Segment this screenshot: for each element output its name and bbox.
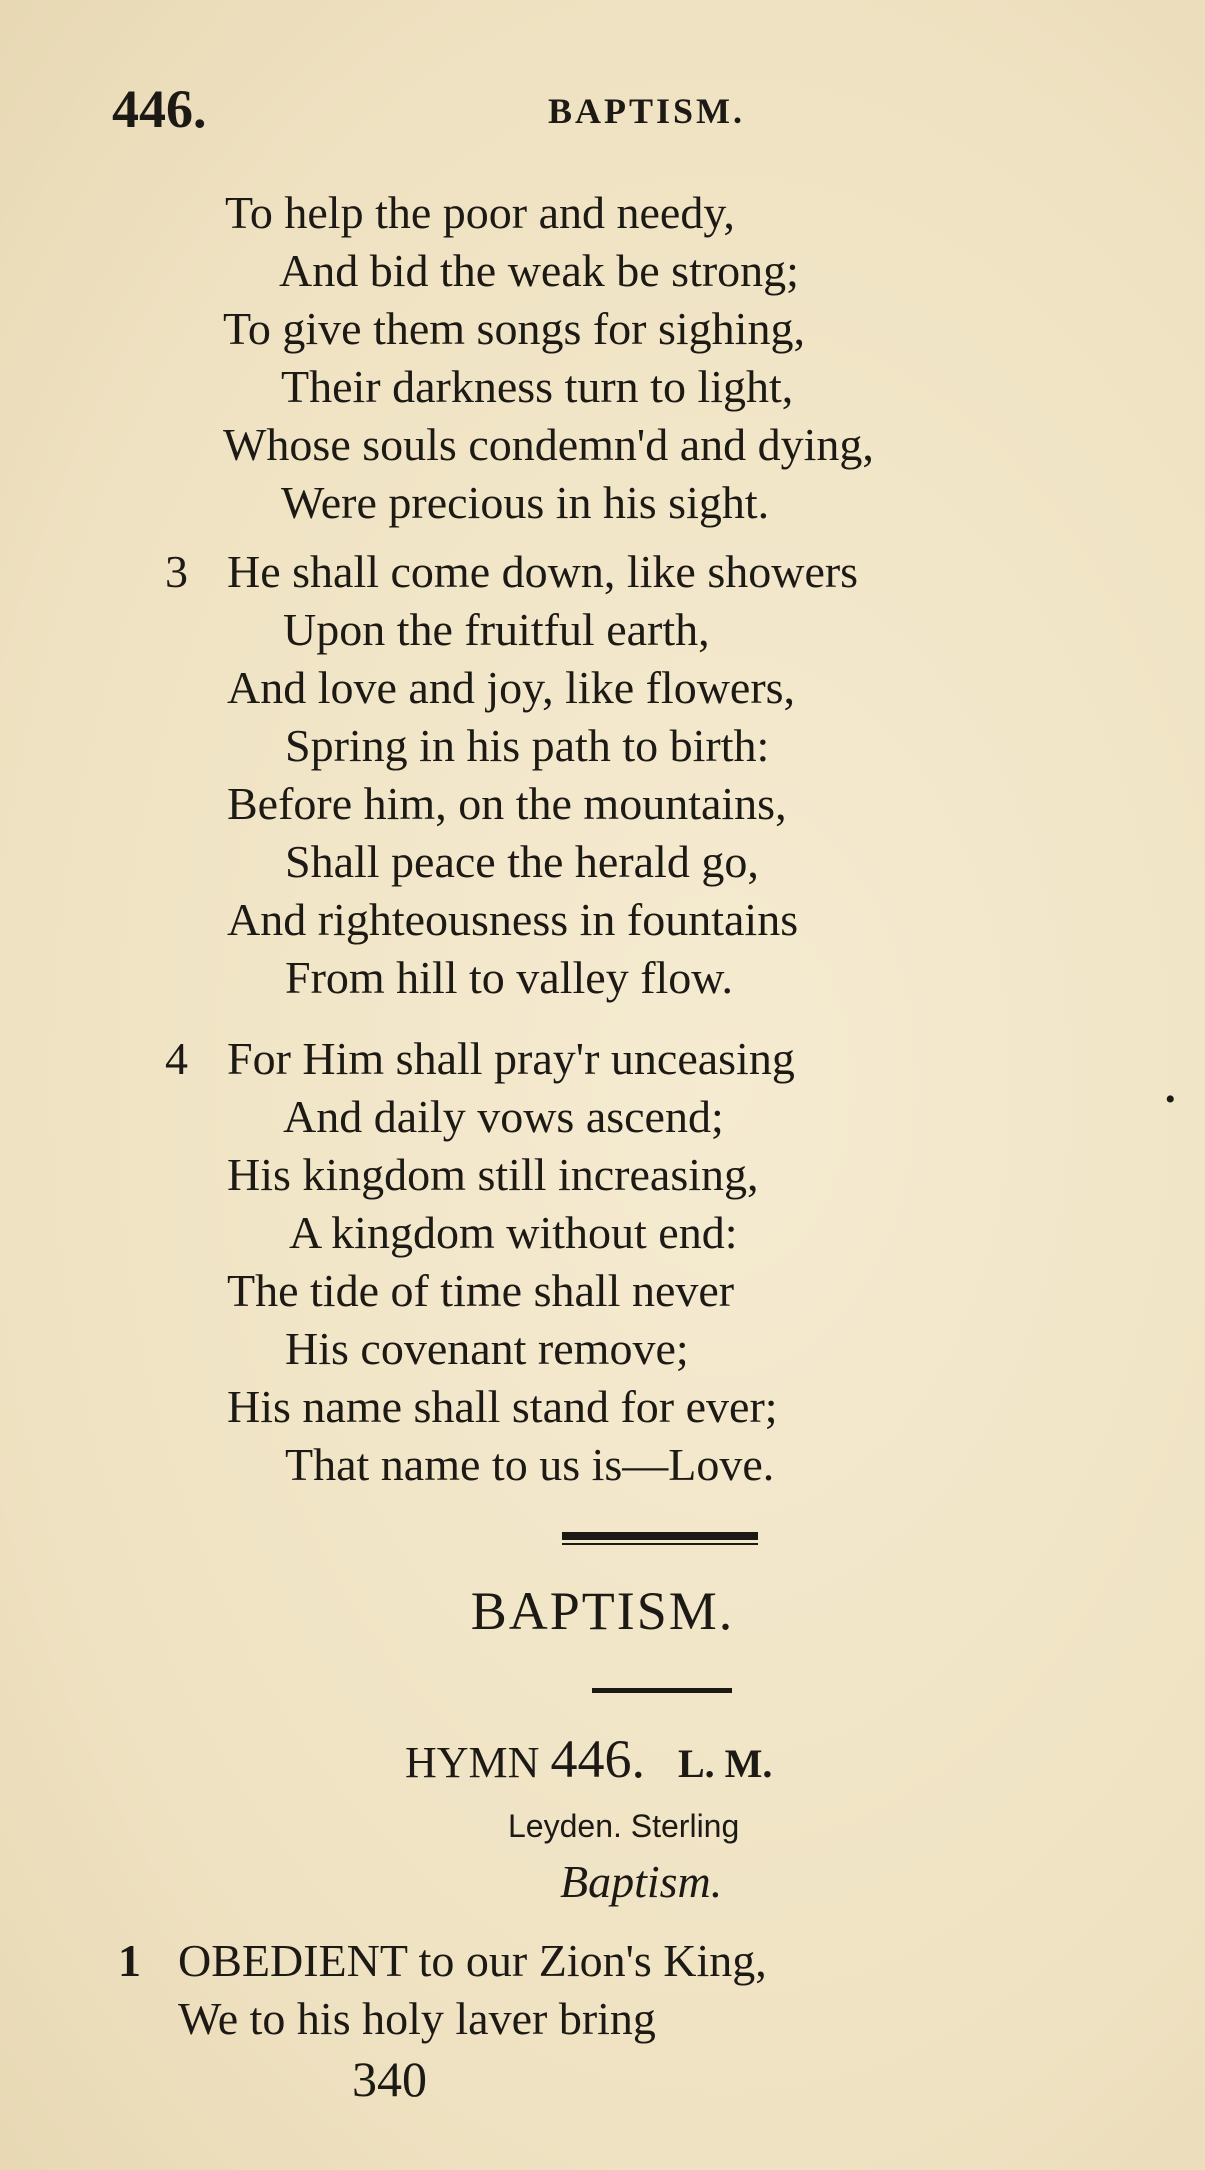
section-divider-thin — [592, 1688, 732, 1693]
verse-line: That name to us is—Love. — [285, 1439, 775, 1490]
verse-line: To help the poor and needy, — [225, 187, 735, 238]
verse-line: OBEDIENT to our Zion's King, — [178, 1935, 767, 1986]
verse-line: His covenant remove; — [285, 1323, 689, 1374]
stanza-number: 1 — [118, 1935, 141, 1986]
hymn-label: HYMN — [405, 1738, 540, 1787]
verse-line: His name shall stand for ever; — [227, 1381, 778, 1432]
verse-line: Were precious in his sight. — [281, 477, 770, 528]
verse-line: His kingdom still increasing, — [227, 1149, 759, 1200]
tune-names: Leyden. Sterling — [508, 1808, 740, 1844]
verse-line: Spring in his path to birth: — [285, 720, 770, 771]
verse-line: And righteousness in fountains — [227, 894, 799, 945]
stanza-number: 3 — [165, 546, 188, 597]
verse-line: Before him, on the mountains, — [227, 778, 787, 829]
verse-line: Their darkness turn to light, — [281, 361, 794, 412]
verse-line: We to his holy laver bring — [178, 1993, 656, 2044]
verse-line: Shall peace the herald go, — [285, 836, 759, 887]
verse-line: And daily vows ascend; — [283, 1091, 724, 1142]
verse-line: And love and joy, like flowers, — [227, 662, 796, 713]
section-title: BAPTISM. — [470, 1581, 735, 1641]
verse-line: He shall come down, like showers — [227, 546, 859, 597]
hymn-subject: Baptism. — [560, 1856, 723, 1907]
verse-line: For Him shall pray'r unceasing — [227, 1033, 795, 1084]
page-number: 446. — [112, 79, 207, 139]
hymn-heading — [405, 1728, 772, 1790]
verse-line: From hill to valley flow. — [285, 952, 734, 1003]
signature-number: 340 — [352, 2051, 427, 2107]
stanza-number: 4 — [165, 1033, 188, 1084]
verse-line: To give them songs for sighing, — [223, 303, 805, 354]
hymn-number: 446. — [550, 1729, 645, 1789]
verse-line: Upon the fruitful earth, — [283, 604, 710, 655]
verse-line: Whose souls condemn'd and dying, — [223, 419, 874, 470]
verse-line: The tide of time shall never — [227, 1265, 735, 1316]
hymn-meter: L. M. — [677, 1741, 773, 1786]
verse-line: And bid the weak be strong; — [279, 245, 799, 296]
section-divider-thick — [562, 1532, 758, 1540]
ink-mark: • — [1165, 1083, 1176, 1116]
verse-line: A kingdom without end: — [289, 1207, 738, 1258]
running-title: BAPTISM. — [548, 91, 746, 131]
page-header — [0, 78, 1205, 138]
